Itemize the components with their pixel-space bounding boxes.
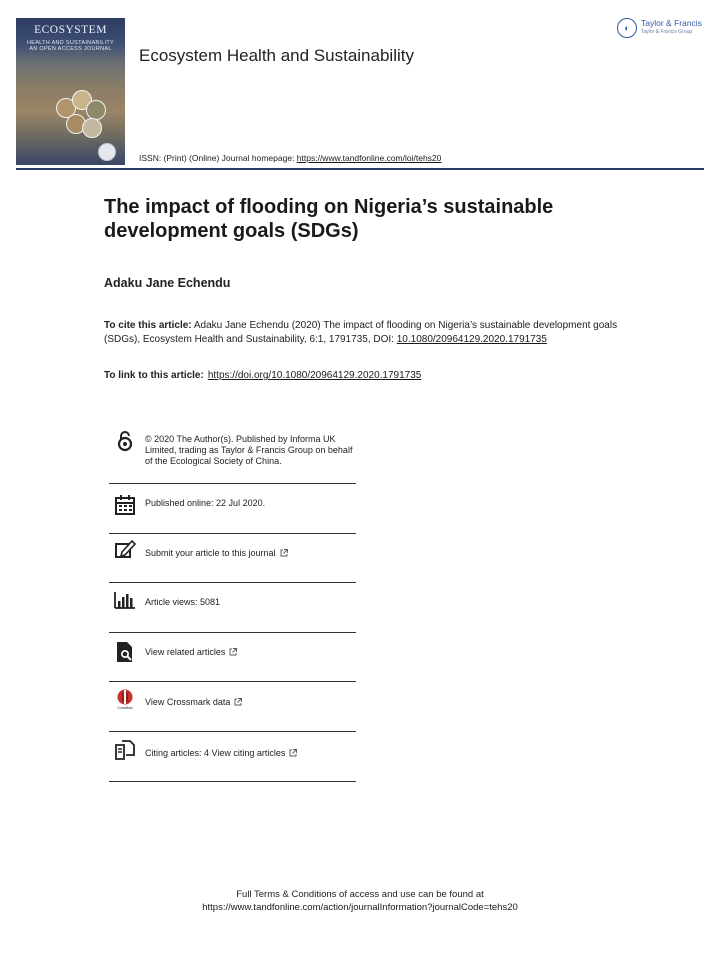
cite-label: To cite this article: [104, 320, 192, 331]
cover-photo-circles [56, 90, 104, 138]
related-articles-row[interactable] [109, 633, 356, 682]
footer-terms-text: Full Terms & Conditions of access and use can be found at [236, 889, 484, 900]
external-link-icon [234, 698, 242, 706]
taylor-francis-icon: ◐ [617, 18, 637, 38]
crossmark-row[interactable] [109, 682, 356, 732]
edit-icon [114, 538, 136, 560]
crossmark-link[interactable] [145, 697, 242, 708]
article-views-row [109, 583, 356, 633]
published-row [109, 484, 356, 534]
citing-articles-link[interactable] [145, 748, 297, 759]
publisher-group: Taylor & Francis Group [641, 29, 693, 35]
link-label: To link to this article: [104, 370, 204, 381]
publisher-name: Taylor & Francis [641, 18, 702, 28]
submit-article-row[interactable] [109, 534, 356, 583]
citation-block [104, 319, 624, 346]
calendar-icon [114, 494, 136, 516]
cover-title: ECOSYSTEM [34, 24, 107, 36]
article-title: The impact of flooding on Nigeria’s sustainable development goals (SDGs) [104, 196, 554, 242]
cover-society-logo [98, 143, 116, 161]
journal-title: Ecosystem Health and Sustainability [139, 46, 414, 65]
related-document-icon [114, 641, 136, 663]
crossmark-icon [114, 688, 136, 710]
cover-subtitle-line-1: HEALTH AND SUSTAINABILITY [26, 40, 115, 46]
header-divider [16, 168, 704, 170]
citing-articles-row[interactable] [109, 732, 356, 782]
submit-article-label[interactable]: Submit your article to this journal [145, 548, 276, 558]
external-link-icon [280, 549, 288, 557]
publisher-logo [617, 18, 702, 38]
citing-articles-label[interactable]: Citing articles: 4 View citing articles [145, 748, 286, 758]
cover-subtitle-line-2: AN OPEN ACCESS JOURNAL [29, 46, 112, 52]
submit-article-link[interactable] [145, 548, 288, 559]
article-link-block [104, 370, 624, 381]
published-date-text: Published online: 22 Jul 2020. [145, 498, 266, 508]
doi-link[interactable]: 10.1080/20964129.2020.1791735 [396, 333, 547, 345]
external-link-icon [229, 648, 237, 656]
citing-icon [114, 739, 136, 761]
external-link-icon [289, 749, 297, 757]
footer-journal-info-link[interactable]: https://www.tandfonline.com/action/journalInformation?journalCode=tehs20 [202, 902, 518, 913]
cover-subtitle [20, 40, 121, 52]
open-access-icon [114, 430, 136, 452]
issn-text: ISSN: (Print) (Online) Journal homepage: [139, 153, 297, 163]
footer-terms [0, 888, 720, 914]
crossmark-icon-label: CrossMark [117, 706, 133, 710]
related-articles-link[interactable] [145, 647, 237, 658]
copyright-text: © 2020 The Author(s). Published by Informa UK Limited, trading as Taylor & Francis Group on behalf of the Ecological Society of China. [145, 434, 353, 466]
crossmark-label[interactable]: View Crossmark data [145, 697, 231, 707]
article-author: Adaku Jane Echendu [104, 276, 231, 290]
copyright-row [109, 428, 356, 484]
issn-line [139, 153, 441, 163]
related-articles-label[interactable]: View related articles [145, 647, 226, 657]
journal-homepage-link[interactable]: https://www.tandfonline.com/loi/tehs20 [296, 153, 442, 163]
article-doi-url-link[interactable]: https://doi.org/10.1080/20964129.2020.1791735 [207, 370, 422, 381]
cite-text: Adaku Jane Echendu (2020) The impact of flooding on Nigeria’s sustainable development goals (SDGs), Ecosystem Health and Sustainability, 6:1, 1791735, DOI: [104, 320, 618, 345]
journal-cover-image [16, 18, 125, 165]
bar-chart-icon [114, 589, 136, 611]
article-views-text: Article views: 5081 [145, 597, 221, 607]
